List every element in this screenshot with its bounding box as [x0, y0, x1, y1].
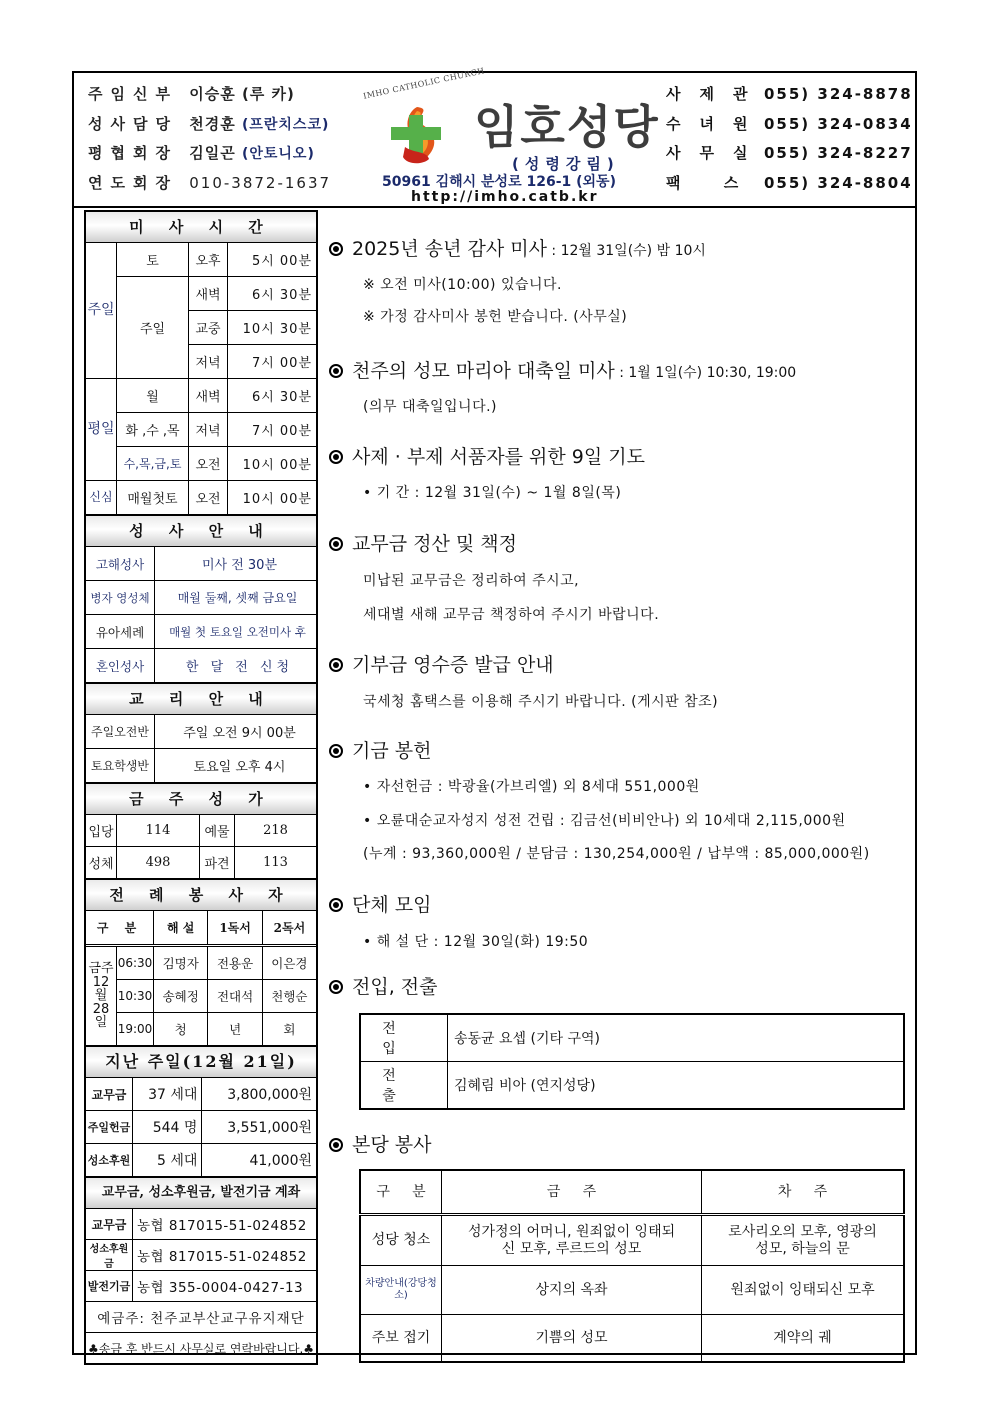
announcement-heading: 전입, 전출 — [329, 972, 438, 999]
announcement-heading: 본당 봉사 — [329, 1130, 431, 1157]
contact-row: 성사담당 천경훈 (프란치스코) — [88, 114, 330, 133]
duty-table — [359, 1169, 905, 1363]
contact-row: 평협회장 김일곤 (안토니오) — [88, 144, 315, 162]
account-holder: 예금주: 천주교부산교구유지재단 — [86, 1302, 316, 1333]
servers-title: 전 례 봉 사 자 — [86, 879, 316, 911]
accounts-table: 교무금 농협 817015-51-024852 성소후원금 농협 817015-51-024852 발전기금 농협 355-0004-0427-13 예금주: 천주교부산교구유지재단 ♣송금 후 반드시 사무실로 연락바랍니다.♣ — [86, 1209, 316, 1363]
church-patron: (성령강림) — [512, 155, 620, 173]
sacraments-table: 고해성사 미사 전 30분 병자 영성체 매월 둘째, 셋째 금요일 유아세례 매월 첫 토요일 오전미사 후 혼인성사 한 달 전 신청 — [86, 547, 316, 683]
church-website-link[interactable]: http://imho.catb.kr — [411, 189, 599, 205]
contact-row: 주임신부 이승훈 (루 카) — [88, 85, 295, 103]
table-row: 전출 김혜림 비아 (연지성당) — [360, 1062, 904, 1110]
phone-row: 수녀원055) 324-0834 — [666, 114, 913, 133]
hymns-title: 금 주 성 가 — [86, 783, 316, 815]
announcement-heading: 기부금 영수증 발급 안내 — [329, 650, 554, 677]
table-row: 주보 접기 기쁨의 성모 계약의 궤 — [360, 1315, 904, 1363]
bullet-radio-icon — [329, 1138, 343, 1152]
weekday-label: 평일 — [86, 379, 117, 481]
phone-row: 사무실055) 324-8227 — [666, 144, 913, 162]
servers-table: 구 분 해 설 1독서 2독서 금주 12 월 28 일 06:30 김명자 전용운 이은경 10:30 송혜정 전대석 천행순 19:00 청 년 회 — [86, 911, 316, 1046]
last-week-table: 교무금 37 세대 3,800,000원 주일헌금 544 명 3,551,000원 성소후원 5 세대 41,000원 — [86, 1078, 316, 1177]
accounts-title: 교무금, 성소후원금, 발전기금 계좌 — [86, 1177, 316, 1209]
table-row: 전입 송동균 요셉 (기타 구역) — [360, 1014, 904, 1062]
mass-times-table: 주일 토 오후 5시 00분 주일 새벽 6시 30분 교중 10시 30분 저녁 7시 00분 평일 월 새벽 6시 30분 화 ,수 ,목 저녁 7시 00분 수,목,금,토 오전 10시 00분 신심 매월첫토 오전 10시 00분 — [86, 243, 316, 515]
announcement-heading: 기금 봉헌 — [329, 736, 431, 763]
sunday-label: 주일 — [86, 243, 117, 379]
table-row: 성당 청소 성가정의 어머니, 원죄없이 잉태되신 모후, 루르드의 성모 로사리오의 모후, 영광의 성모, 하늘의 문 — [360, 1215, 904, 1266]
sacraments-title: 성 사 안 내 — [86, 515, 316, 547]
phone-row: 팩 스 055) 324-8804 — [666, 173, 913, 192]
bullet-radio-icon — [329, 242, 343, 256]
church-name: 임호성당 — [474, 100, 660, 154]
last-week-title: 지난 주일(12월 21일) — [86, 1046, 316, 1078]
table-header: 구 분 금 주 차 주 — [360, 1170, 904, 1215]
church-logo — [352, 66, 672, 205]
announcement-heading: 2025년 송년 감사 미사 : 12월 31일(수) 밤 10시 — [329, 234, 706, 261]
catechism-title: 교 리 안 내 — [86, 683, 316, 715]
bullet-radio-icon — [329, 537, 343, 551]
mass-times-title: 미 사 시 간 — [86, 212, 316, 243]
announcement-heading: 단체 모임 — [329, 890, 431, 917]
logo-arc-text: IMHO CATHOLIC CHURCH — [362, 66, 486, 101]
transfers-table — [359, 1013, 905, 1110]
announcement-heading: 사제 · 부제 서품자를 위한 9일 기도 — [329, 442, 645, 469]
bullet-radio-icon — [329, 450, 343, 464]
bullet-radio-icon — [329, 980, 343, 994]
hymns-table: 입당 114 예물 218 성체 498 파견 113 — [86, 815, 316, 879]
bullet-radio-icon — [329, 364, 343, 378]
bullet-radio-icon — [329, 744, 343, 758]
phone-row: 사제관055) 324-8878 — [666, 85, 913, 103]
table-row: 차량안내(강당청소) 상지의 옥좌 원죄없이 잉태되신 모후 — [360, 1266, 904, 1315]
bullet-radio-icon — [329, 898, 343, 912]
contact-row: 연도회장 010-3872-1637 — [88, 173, 332, 192]
announcement-heading: 천주의 성모 마리아 대축일 미사 : 1월 1일(수) 10:30, 19:00 — [329, 356, 796, 383]
bullet-radio-icon — [329, 658, 343, 672]
announcement-heading: 교무금 정산 및 책정 — [329, 529, 517, 556]
service-date: 금주 12 월 28 일 — [86, 946, 117, 1046]
phone-contacts — [666, 83, 916, 201]
clergy-contacts — [88, 83, 348, 201]
sidebar — [84, 210, 318, 1365]
catechism-table: 주일오전반 주일 오전 9시 00분 토요학생반 토요일 오후 4시 — [86, 715, 316, 783]
cross-flame-icon — [383, 101, 447, 165]
church-address: 50961 김해시 분성로 126-1 (외동) — [382, 174, 616, 190]
sinsim-label: 신심 — [86, 481, 117, 515]
bulletin-page: 주임신부 이승훈 (루 카) 성사담당 천경훈 (프란치스코) 평협회장 김일곤 (안토니오) 연도회장 010-3872-1637 IMHO CATHOLIC CHURCH 임호성당 (성령강림) 50961 김해시 분성로 126-1 (외동) http://imho.catb.kr 사제관055) 324-8878 수녀원055) 324-0834 사무실055) 324-8227 팩 스 055) 324-8804 미 사 시 간 주일 토 오후 5시 00분 주일 새벽 6시 30분 교중 10시 30분 저녁 7시 00분 평일 월 새벽 6시 30분 화 ,수 ,목 저녁 7시 00분 수,목,금,토 오전 10시 00분 신심 매월첫토 오전 10시 00분 성 사 안 내 고해성사 미사 전 30분 병자 영성체 매월 둘째, 셋째 금요일 유아세례 매월 첫 토요일 오전미사 후 혼인성사 한 달 전 신청 교 리 안 내 주일오전반 주일 오전 9시 00분 토요학생반 토요일 오후 4시 금 주 성 가 입당 114 예물 218 성체 498 파견 113 전 례 봉 사 자 구 분 해 설 1독서 2독서 금주 12 월 28 일 06:30 김명자 전용운 이은경 10:30 송혜정 전대석 천행순 19:00 청 년 회 지난 주일(12월 21일) 교무금 37 세대 3,800,000원 주일헌금 544 명 3,551,000원 성소후원 5 세대 41,000원 교무금, 성소후원금, 발전기금 계좌 교무금 농협 817015-51-024852 성소후원금 농협 817015-51-024852 발전기금 농협 355-0004-0427-13 예금주: 천주교부산교구유지재단 ♣송금 후 반드시 사무실로 연락바랍니다.♣ 2025년 송년 감사 미사 : 12월 31일(수) 밤 10시 ※ 오전 미사(10:00) 있습니다. ※ 가정 감사미사 봉헌 받습니다. (사무실) 천주의 성모 마리아 대축일 미사 : 1월 1일(수) 10:30, 19:00 (의무 대축일입니다.) 사제 · 부제 서품자를 위한 9일 기도 • 기 간 : 12월 31일(수) ~ 1월 8일(목) 교무금 정산 및 책정 미납된 교무금은 정리하여 주시고, 세대별 새해 교무금 책정하여 주시기 바랍니다. 기부금 영수증 발급 안내 국세청 홈택스를 이용해 주시기 바랍니다. (게시판 참조) 기금 봉헌 • 자선헌금 : 박광율(가브리엘) 외 8세대 551,000원 • 오륜대순교자성지 성전 건립 : 김금선(비비안나) 외 10세대 2,115,000원 (누계 : 93,360,000원 / 분담금 : 130,254,000원 / 납부액 : 85,000,000원) 단체 모임 • 해 설 단 : 12월 30일(화) 19:50 전입, 전출 전입 송동균 요셉 (기타 구역) 전출 김혜림 비아 (연지성당) 본당 봉사 구 분 금 주 차 주 성당 청소 성가정의 어머니, 원죄없이 잉태되신 모후, 루르드의 성모 로사리오의 모후, 영광의 성모, 하늘의 문 차량안내(강당청소) 상지의 옥좌 원죄없이 잉태되신 모후 주보 접기 기쁨의 성모 계약의 궤 — [72, 71, 917, 1355]
bulletin-header — [74, 66, 915, 208]
transfer-notice: ♣송금 후 반드시 사무실로 연락바랍니다.♣ — [86, 1333, 316, 1364]
